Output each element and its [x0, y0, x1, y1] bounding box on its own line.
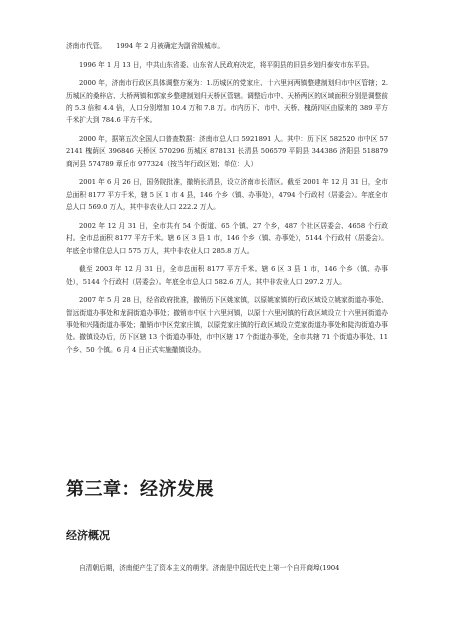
paragraph: 2002 年 12 月 31 日，全市共有 54 个街道、65 个镇、27 个乡，487 个社区居委会、4658 个行政村。全市总面积 8177 平方千米。辖 6 区 3 县 1 市，146 个乡（镇、办事处），5144 个行政村（居委会）。年底全市常住总人口 575 万人，其中非农业人口 285.8 万人。 — [66, 221, 388, 255]
paragraph: 2000 年，济南市行政区具体调整方案为：1.历城区的党家庄、十六里河两镇整建制划归市中区管辖；2.历城区的桑梓店、大桥两镇和郭家乡整建制划归天桥区管辖。调整后市中、天桥两区的区域面积分别是调整前的 5.3 倍和 4.4 倍，人口分别增加 10.4 万和 7.8 万。市内历下、市中、天桥、槐荫四区由原来的 389 平方千米扩大到 784.6 平方千米。 — [66, 79, 388, 125]
paragraph: 截至 2003 年 12 月 31 日，全市总面积 8177 平方千米。辖 6 区 3 县 1 市，146 个乡（镇、办事处），5144 个行政村（居委会）。年底全市总人口 582.6 万人，其中非农业人口 297.2 万人。 — [66, 265, 388, 286]
paragraph: 2007 年 5 月 28 日，经省政府批准，撤销历下区姚家镇，以原姚家镇的行政区域设立姚家街道办事处、智远街道办事处和龙洞街道办事处；撤销市中区十六里河镇，以原十六里河镇的行政区域设立十六里河街道办事处和兴隆街道办事处；撤销市中区党家庄镇，以原党家庄镇的行政区域设立党家街道办事处和陡沟街道办事处。撤镇设办后，历下区辖 13 个街道办事处，市中区辖 17 个街道办事处，全市共辖 71 个街道办事处、11 个乡、50 个镇。6 月 4 日正式实施撤镇设办。 — [66, 296, 388, 354]
paragraph: 自清朝后期，济南便产生了资本主义的萌芽。济南是中国近代史上第一个自开商埠(1904 — [79, 564, 340, 572]
paragraph: 2000 年，据第五次全国人口普查数据：济南市总人口 5921891 人。其中：历下区 582520 市中区 572141 槐荫区 396846 天桥区 570296 历城区 878131 长清县 506579 平阴县 344386 济阳县 518879 商河县 574789 章丘市 977324（按当年行政区划；单位：人） — [66, 135, 388, 168]
chapter-heading: 第三章：经济发展 — [66, 479, 214, 500]
paragraph: 济南市代管。 1994 年 2 月被确定为副省级城市。 — [66, 42, 225, 50]
body-text — [66, 40, 388, 362]
section-heading: 经济概况 — [66, 529, 110, 542]
paragraph: 2001 年 6 月 26 日，国务院批准，撤销长清县，设立济南市长清区。截至 2001 年 12 月 31 日，全市总面积 8177 平方千米，辖 5 区 1 市 4 县，146 个乡（镇、办事处），4794 个行政村（居委会）。年底全市总人口 569.0 万人，其中非农业人口 222.2 万人。 — [66, 178, 388, 212]
paragraph: 1996 年 1 月 13 日，中共山东省委、山东省人民政府决定，将平阴县的旧县乡划归泰安市东平县。 — [79, 60, 374, 69]
